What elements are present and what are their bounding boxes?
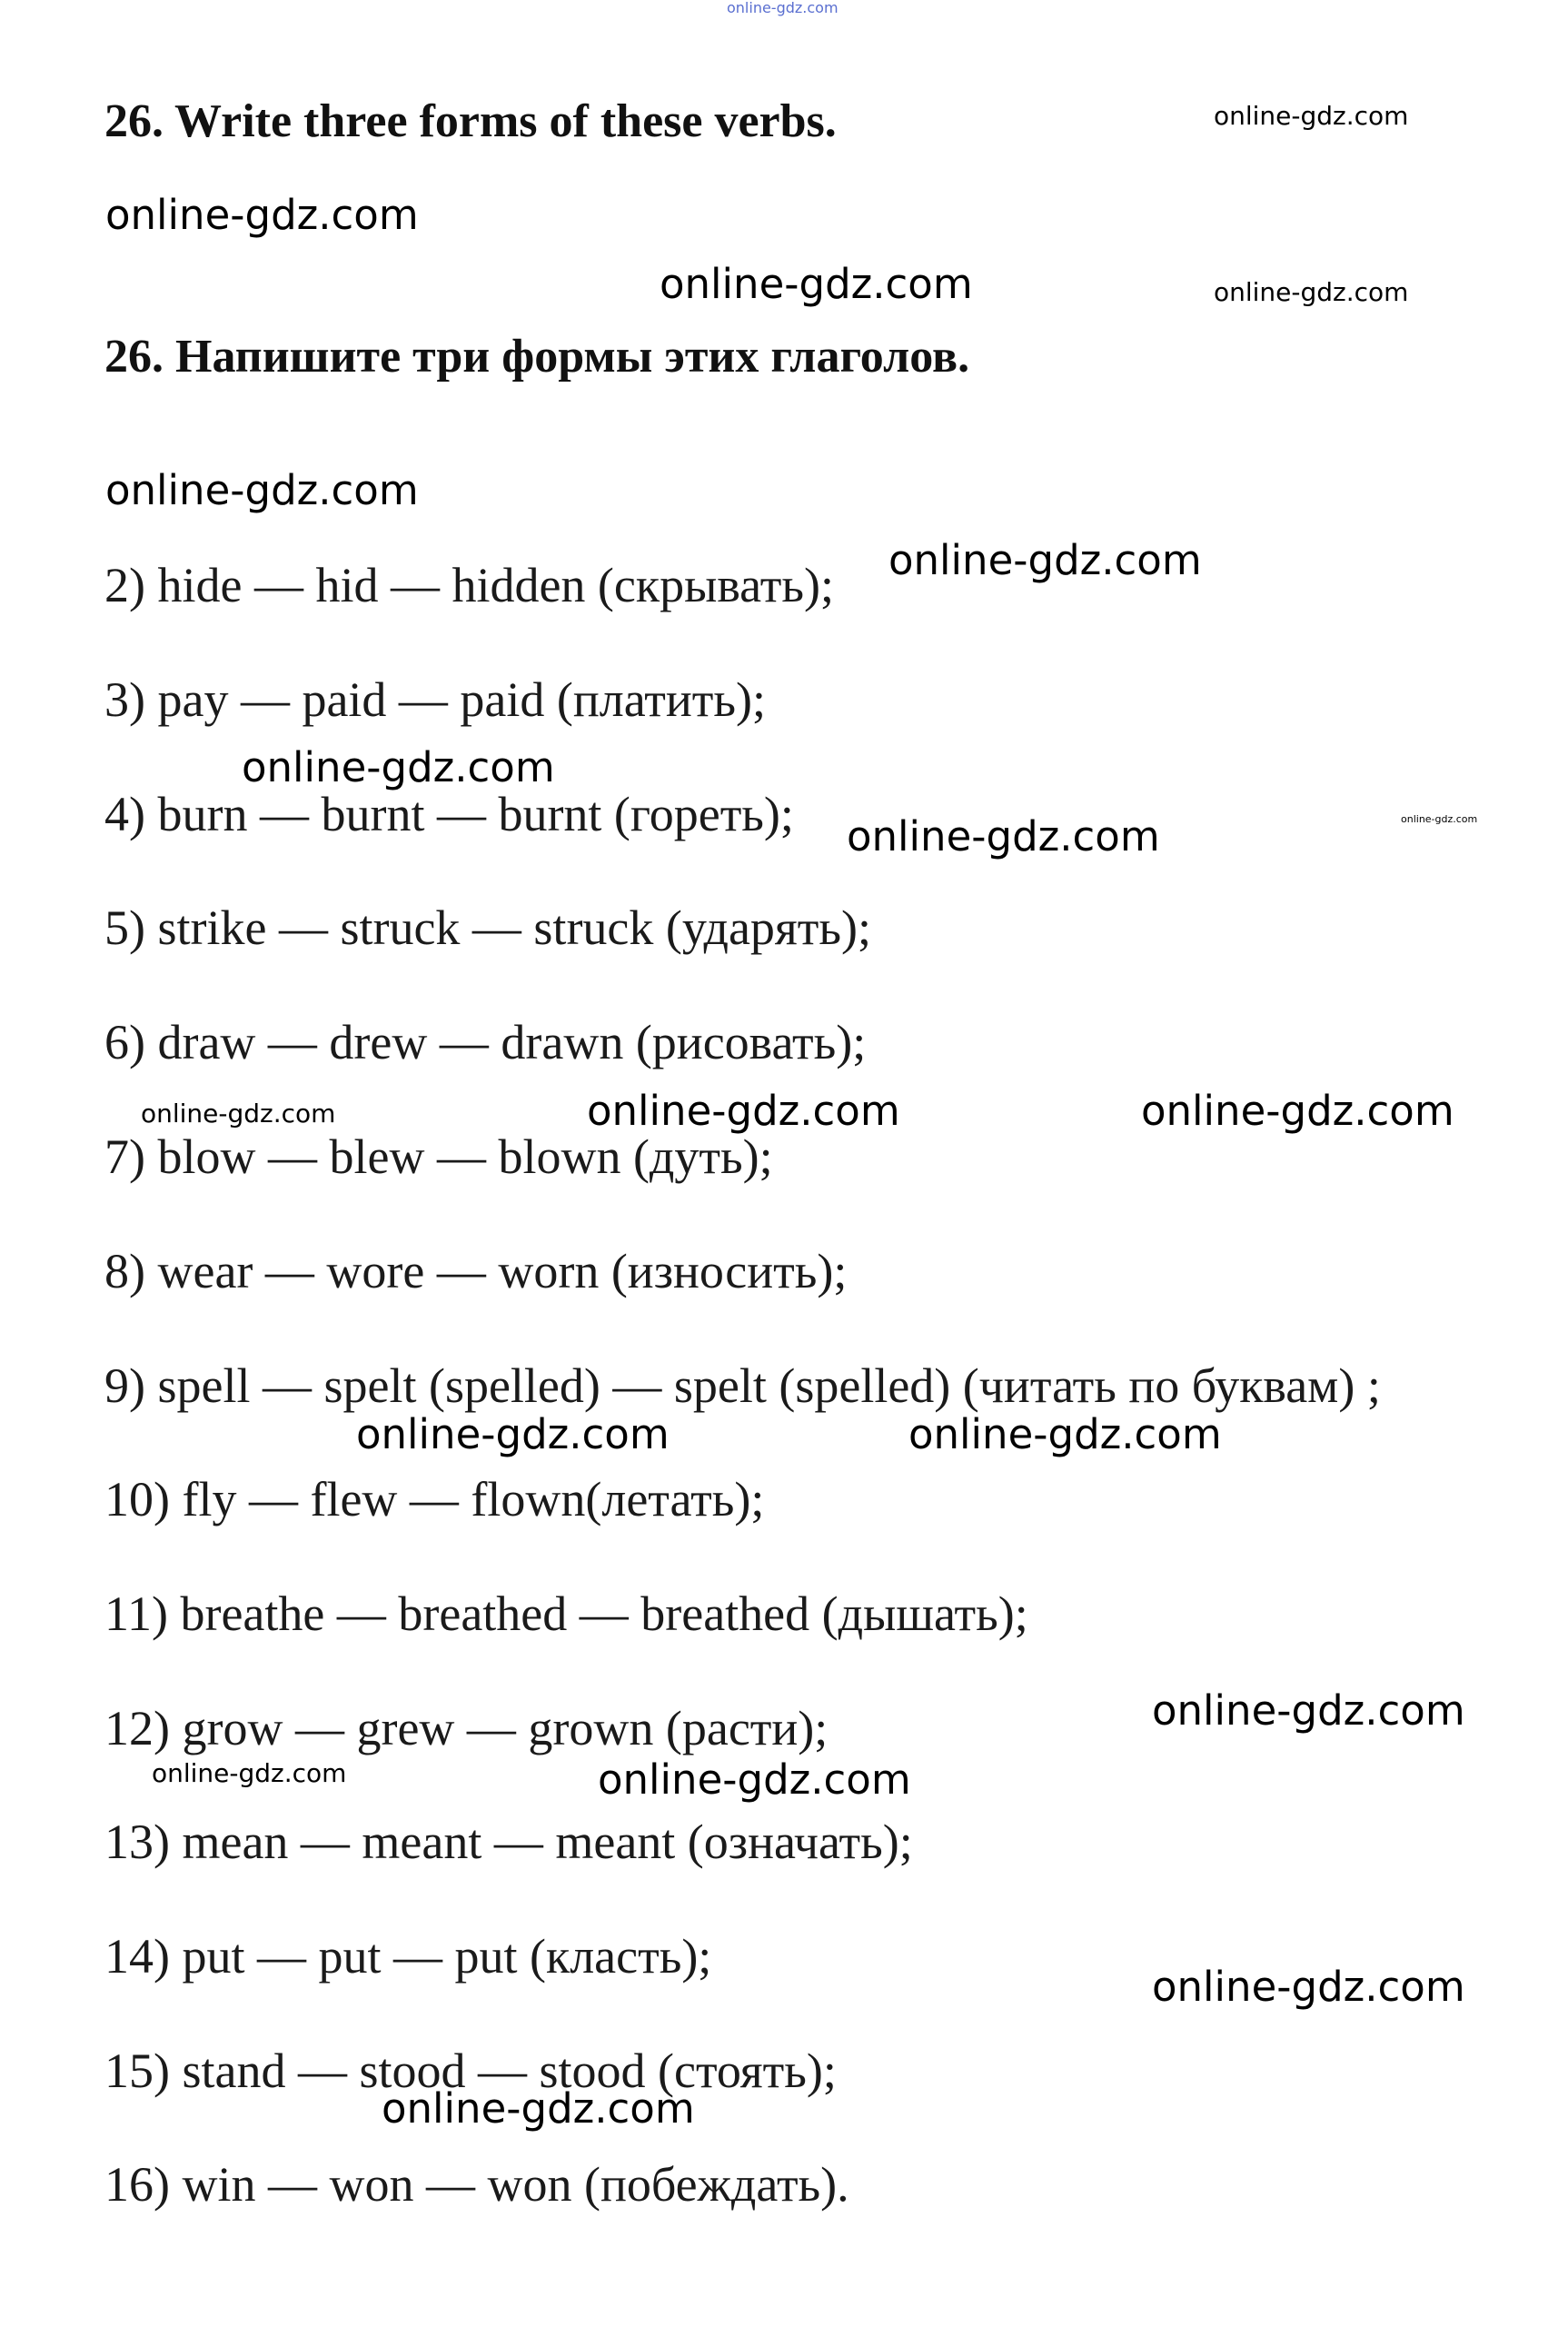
answer-line: 15) stand — stood — stood (стоять); (104, 2044, 837, 2098)
watermark: online-gdz.com (727, 0, 839, 16)
watermark: online-gdz.com (242, 743, 555, 791)
watermark: online-gdz.com (356, 1410, 670, 1458)
answer-line: 16) win — won — won (побеждать). (104, 2157, 849, 2212)
answer-line: 9) spell — spelt (spelled) — spelt (spelled) (читать по буквам) ; (104, 1358, 1381, 1413)
exercise-title-russian: 26. Напишите три формы этих глаголов. (104, 331, 970, 383)
exercise-title-english: 26. Write three forms of these verbs. (104, 95, 837, 147)
watermark: online-gdz.com (1152, 1686, 1465, 1735)
watermark: online-gdz.com (660, 260, 973, 308)
watermark: online-gdz.com (152, 1758, 347, 1788)
watermark: online-gdz.com (1141, 1087, 1454, 1135)
answer-line: 12) grow — grew — grown (расти); (104, 1701, 829, 1755)
answer-line: 10) fly — flew — flown(летать); (104, 1472, 765, 1527)
answer-line: 13) mean — meant — meant (означать); (104, 1815, 913, 1869)
watermark: online-gdz.com (1214, 101, 1409, 131)
watermark: online-gdz.com (888, 536, 1202, 584)
watermark: online-gdz.com (105, 466, 419, 514)
watermark: online-gdz.com (1152, 1963, 1465, 2011)
watermark: online-gdz.com (847, 812, 1160, 860)
answer-line: 4) burn — burnt — burnt (гореть); (104, 787, 794, 841)
watermark: online-gdz.com (1214, 277, 1409, 307)
answer-line: 6) draw — drew — drawn (рисовать); (104, 1015, 867, 1069)
watermark: online-gdz.com (382, 2084, 695, 2133)
answer-line: 7) blow — blew — blown (дуть); (104, 1129, 773, 1184)
watermark: online-gdz.com (1401, 813, 1478, 825)
answer-line: 14) put — put — put (класть); (104, 1929, 712, 1984)
watermark: online-gdz.com (105, 191, 419, 239)
answer-line: 11) breathe — breathed — breathed (дышать); (104, 1586, 1028, 1641)
answer-line: 3) pay — paid — paid (платить); (104, 672, 766, 727)
watermark: online-gdz.com (598, 1755, 911, 1804)
answer-line: 2) hide — hid — hidden (скрывать); (104, 558, 834, 612)
answer-line: 8) wear — wore — worn (износить); (104, 1244, 848, 1298)
answer-line: 5) strike — struck — struck (ударять); (104, 900, 871, 955)
watermark: online-gdz.com (587, 1087, 900, 1135)
watermark: online-gdz.com (141, 1099, 336, 1129)
watermark: online-gdz.com (908, 1410, 1222, 1458)
